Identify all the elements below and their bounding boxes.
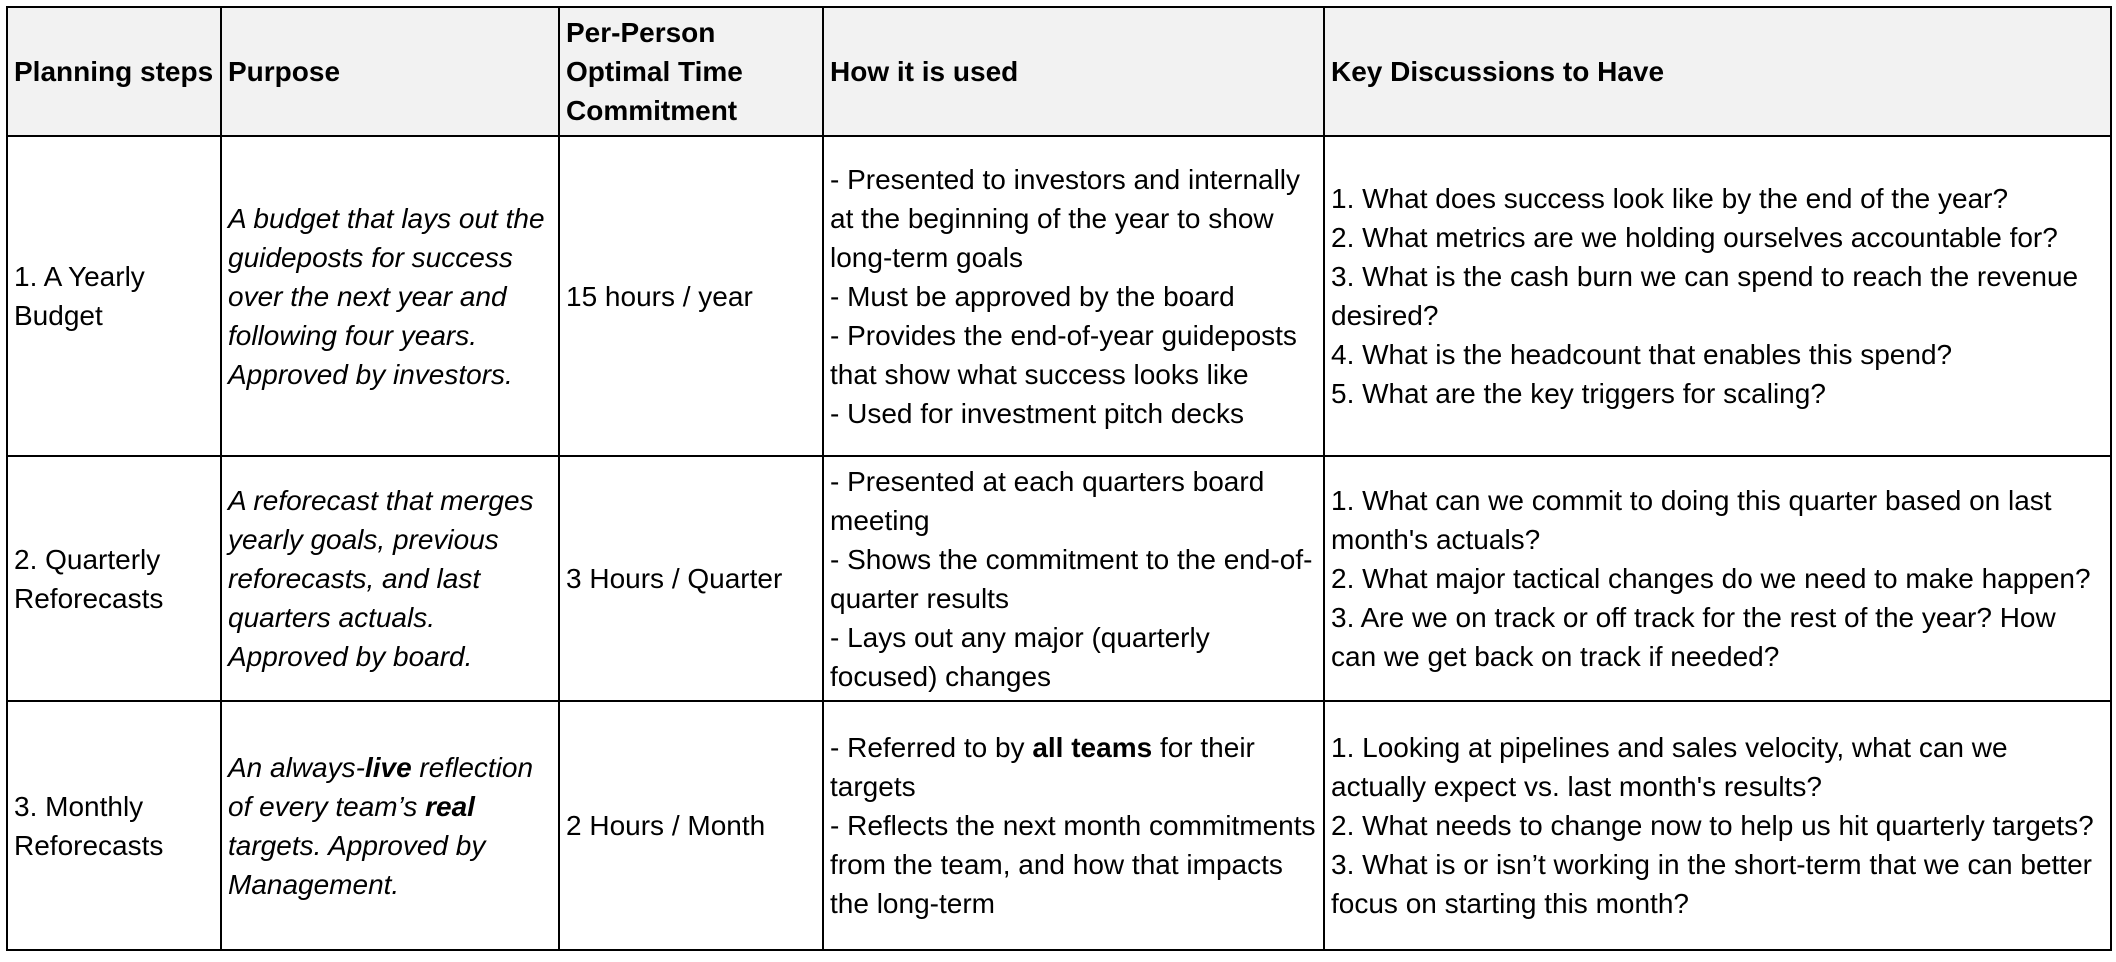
- table-row-quarterly-reforecasts: [7, 456, 2111, 701]
- usage-cell: [823, 701, 1324, 950]
- header-planning-steps: Planning steps: [7, 7, 221, 136]
- discussion-item: 2. What needs to change now to help us hit quarterly targets?: [1331, 810, 2094, 841]
- discussion-item: 2. What metrics are we holding ourselves accountable for?: [1331, 222, 2058, 253]
- time-cell: 3 Hours / Quarter: [559, 456, 823, 701]
- planning-table: [6, 6, 2112, 951]
- usage-item: - Shows the commitment to the end-of-quarter results: [830, 543, 1313, 614]
- purpose-text: An always-: [228, 751, 365, 783]
- usage-item: - Presented at each quarters board meeting: [830, 465, 1265, 536]
- discussion-item: 3. What is the cash burn we can spend to reach the revenue desired?: [1331, 261, 2079, 331]
- usage-text: - Referred to by: [830, 732, 1033, 763]
- purpose-cell: A reforecast that merges yearly goals, previous reforecasts, and last quarters actuals. Approved by board.: [221, 456, 559, 701]
- usage-item: - Must be approved by the board: [830, 280, 1235, 312]
- purpose-emphasis-live: live: [364, 751, 412, 783]
- discussion-item: 1. Looking at pipelines and sales velocity, what can we actually expect vs. last month's results?: [1331, 732, 2008, 802]
- discussion-item: 4. What is the headcount that enables this spend?: [1331, 339, 1953, 370]
- table-row-yearly-budget: [7, 136, 2111, 456]
- step-cell: 2. Quarterly Reforecasts: [7, 456, 221, 701]
- usage-item: - Reflects the next month commitments from the team, and how that impacts the long-term: [830, 810, 1316, 919]
- usage-emphasis-all-teams: all teams: [1032, 732, 1153, 763]
- usage-cell: [823, 136, 1324, 456]
- step-cell: 1. A Yearly Budget: [7, 136, 221, 456]
- header-purpose: Purpose: [221, 7, 559, 136]
- time-cell: 2 Hours / Month: [559, 701, 823, 950]
- header-how-used: How it is used: [823, 7, 1324, 136]
- header-time-commitment: Per-Person Optimal Time Commitment: [559, 7, 823, 136]
- planning-table-container: [6, 6, 2112, 951]
- discussion-item: 3. What is or isn’t working in the short-term that we can better focus on starting this month?: [1331, 849, 2092, 919]
- discussions-cell: [1324, 701, 2111, 950]
- purpose-cell: [221, 701, 559, 950]
- purpose-cell: A budget that lays out the guideposts for success over the next year and following four years. Approved by investors.: [221, 136, 559, 456]
- header-key-discussions: Key Discussions to Have: [1324, 7, 2111, 136]
- discussion-item: 1. What can we commit to doing this quarter based on last month's actuals?: [1331, 485, 2052, 555]
- table-row-monthly-reforecasts: [7, 701, 2111, 950]
- usage-item: [830, 728, 1317, 806]
- usage-cell: [823, 456, 1324, 701]
- step-cell: 3. Monthly Reforecasts: [7, 701, 221, 950]
- usage-item: - Presented to investors and internally at the beginning of the year to show long-term goals: [830, 163, 1301, 273]
- purpose-text: targets. Approved by Management.: [228, 829, 486, 900]
- purpose-emphasis-real: real: [425, 790, 475, 822]
- time-cell: 15 hours / year: [559, 136, 823, 456]
- discussion-item: 1. What does success look like by the end of the year?: [1331, 183, 2009, 214]
- usage-item: - Lays out any major (quarterly focused) changes: [830, 621, 1210, 692]
- discussions-cell: [1324, 136, 2111, 456]
- usage-item: - Used for investment pitch decks: [830, 397, 1244, 429]
- discussion-item: 3. Are we on track or off track for the rest of the year? How can we get back on track if needed?: [1331, 602, 2056, 672]
- usage-item: - Provides the end-of-year guideposts that show what success looks like: [830, 319, 1297, 390]
- usage-text: for their targets: [830, 732, 1255, 802]
- discussion-item: 2. What major tactical changes do we need to make happen?: [1331, 563, 2091, 594]
- discussions-cell: [1324, 456, 2111, 701]
- header-row: [7, 7, 2111, 136]
- discussion-item: 5. What are the key triggers for scaling?: [1331, 378, 1826, 409]
- purpose-text: reflection of every team’s: [228, 751, 534, 822]
